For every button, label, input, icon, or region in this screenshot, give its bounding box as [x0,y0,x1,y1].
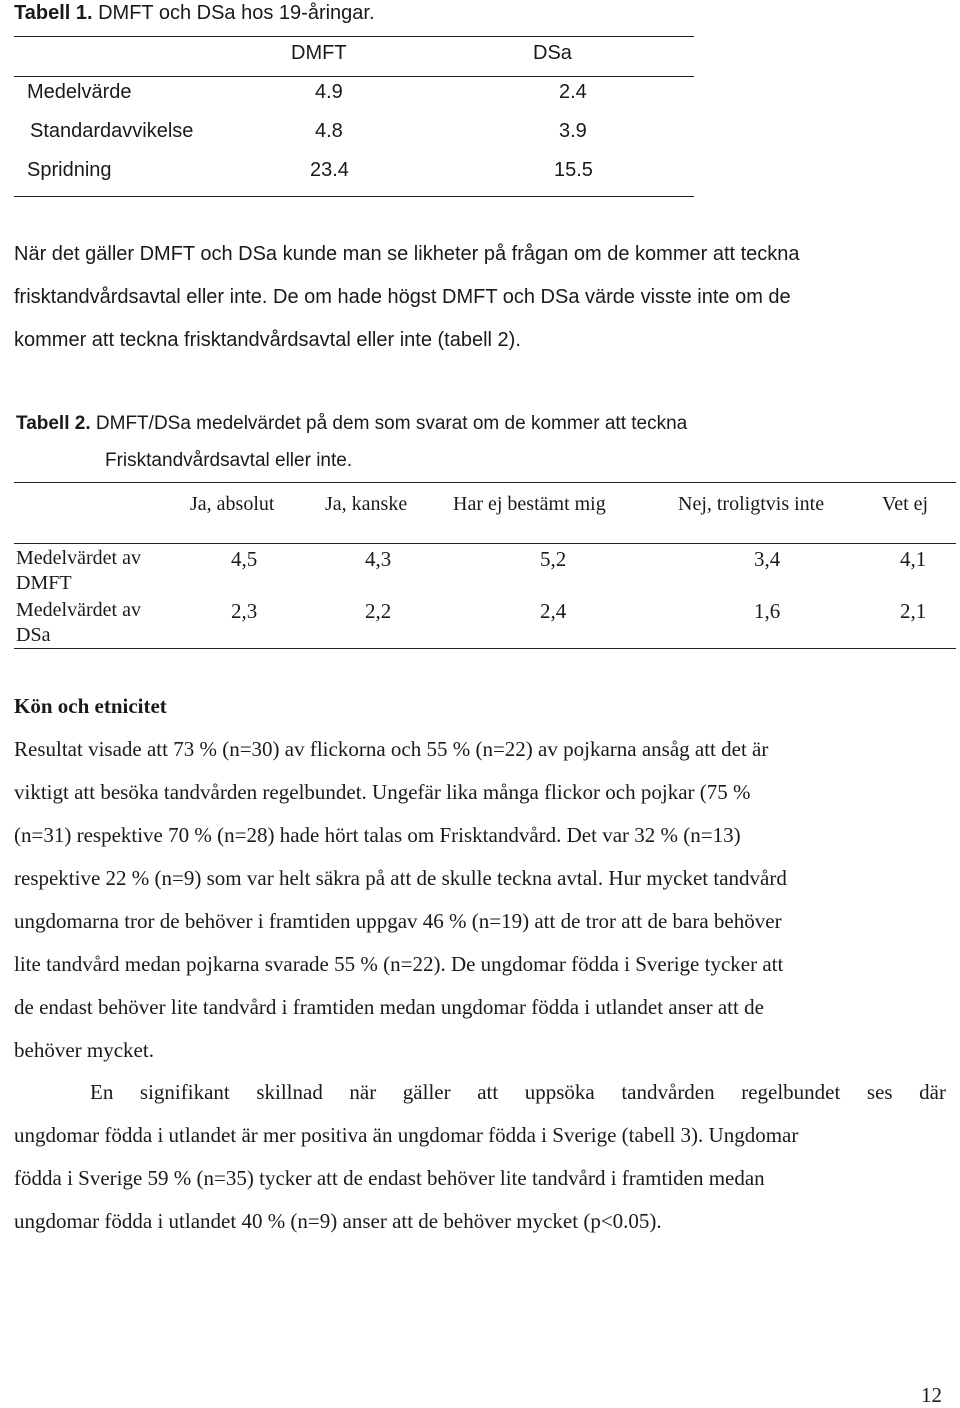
table1-cell: 3.9 [559,120,587,142]
table2-header: Ja, kanske [325,493,408,515]
paragraph-line: frisktandvårdsavtal eller inte. De om hade högst DMFT och DSa värde visste inte om de [14,286,791,308]
paragraph-line: födda i Sverige 59 % (n=35) tycker att de endast behöver lite tandvård i framtiden medan [14,1166,765,1190]
table1-cell: 23.4 [310,159,349,181]
table2-header: Har ej bestämt mig [453,493,606,515]
paragraph-2 [14,728,946,1072]
paragraph-line: respektive 22 % (n=9) som var helt säkra på att de skulle teckna avtal. Hur mycket tandvård [14,866,787,890]
table1-caption [14,2,375,25]
table1-cell: 4.9 [315,81,343,103]
table2-cell: 4,1 [900,547,927,571]
table2-cell: 2,2 [365,599,392,623]
table2-bottom-rule [14,648,956,649]
paragraph-3 [14,1071,946,1243]
table1-label: Tabell 1. [14,2,93,24]
table2-cell: 5,2 [540,547,567,571]
table2-caption-line1: DMFT/DSa medelvärdet på dem som svarat om de kommer att teckna [95,413,688,434]
table2-caption [16,413,687,435]
table2-header: Nej, troligtvis inte [678,493,825,515]
table2-row-label: DMFT [16,572,72,594]
table2-cell: 1,6 [754,599,781,623]
table1-top-rule [14,36,694,37]
paragraph-line: Resultat visade att 73 % (n=30) av flickorna och 55 % (n=22) av pojkarna ansåg att det är [14,737,769,761]
table2-header: Ja, absolut [190,493,275,515]
paragraph-1 [14,233,946,362]
table2-label: Tabell 2. [16,413,91,434]
paragraph-line: ungdomarna tror de behöver i framtiden uppgav 46 % (n=19) att de tror att de bara behöver [14,909,782,933]
table1-row-label: Spridning [27,159,112,181]
table2-top-rule [14,482,956,483]
table1-header-rule [14,76,694,77]
table2-caption-line2: Frisktandvårdsavtal eller inte. [105,450,353,471]
table1-header-dmft: DMFT [291,42,347,64]
table2-cell: 2,3 [231,599,258,623]
paragraph-line: När det gäller DMFT och DSa kunde man se likheter på frågan om de kommer att teckna [14,243,800,265]
table2-row-label: Medelvärdet av [16,547,141,569]
table2-cell: 4,5 [231,547,258,571]
table2-cell: 2,4 [540,599,567,623]
table1-cell: 4.8 [315,120,343,142]
paragraph-line: de endast behöver lite tandvård i framtiden medan ungdomar födda i utlandet anser att de [14,995,764,1019]
paragraph-line: ungdomar födda i utlandet är mer positiva än ungdomar födda i Sverige (tabell 3). Ungdomar [14,1123,799,1147]
table1-cell: 15.5 [554,159,593,181]
table1-header-dsa: DSa [533,42,572,64]
paragraph-line: ungdomar födda i utlandet 40 % (n=9) anser att de behöver mycket (p<0.05). [14,1209,662,1233]
paragraph-line: En signifikant skillnad när gäller att uppsöka tandvården regelbundet ses där [90,1080,946,1104]
page-number: 12 [921,1383,942,1407]
table2-row-label: Medelvärdet av [16,599,141,621]
table1-cell: 2.4 [559,81,587,103]
table2-header-rule [14,543,956,544]
table1-row-label: Standardavvikelse [30,120,194,142]
table2-row-label: DSa [16,624,51,646]
paragraph-line: (n=31) respektive 70 % (n=28) hade hört talas om Frisktandvård. Det var 32 % (n=13) [14,823,741,847]
table2-cell: 4,3 [365,547,392,571]
table1-bottom-rule [14,196,694,197]
table2-cell: 2,1 [900,599,927,623]
table1-caption-text: DMFT och DSa hos 19-åringar. [98,2,375,24]
table2-header: Vet ej [882,493,929,515]
paragraph-line: kommer att teckna frisktandvårdsavtal eller inte (tabell 2). [14,329,521,351]
paragraph-line: behöver mycket. [14,1038,154,1062]
table2-cell: 3,4 [754,547,781,571]
paragraph-line: viktigt att besöka tandvården regelbundet. Ungefär lika många flickor och pojkar (75 % [14,780,751,804]
section-heading: Kön och etnicitet [14,694,167,718]
paragraph-line: lite tandvård medan pojkarna svarade 55 % (n=22). De ungdomar födda i Sverige tycker att [14,952,784,976]
table1-row-label: Medelvärde [27,81,132,103]
